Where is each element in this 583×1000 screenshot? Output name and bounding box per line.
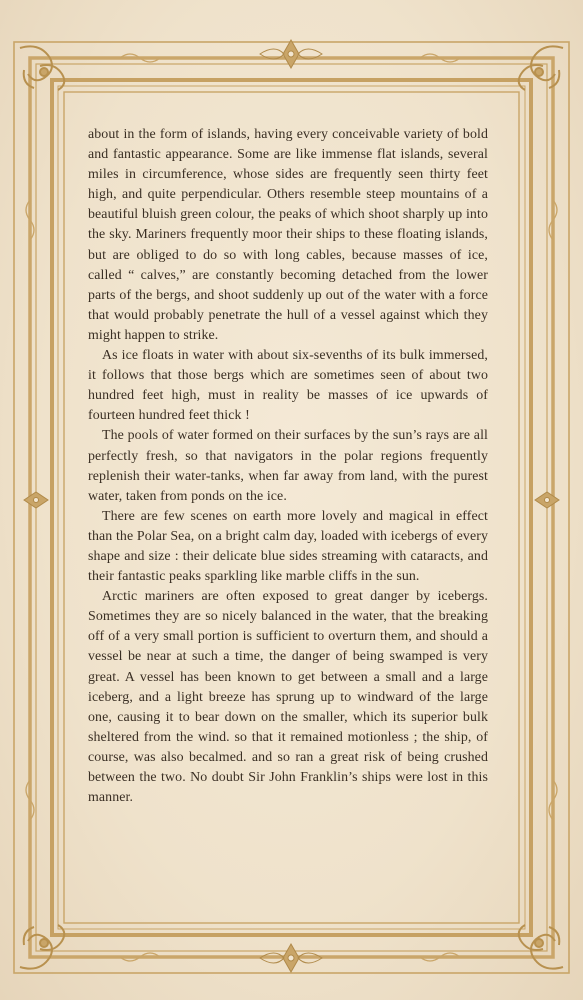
- paragraph: As ice floats in water with about six-sevenths of its bulk immersed, it follows that those bergs which are sometimes seen of about two hundred feet high, must in reality be masses of ice upwards of fourteen hundred feet thick !: [88, 348, 488, 424]
- corner-ornament-top-left: [20, 46, 64, 90]
- paragraph: The pools of water formed on their surfaces by the sun’s rays are all perfectly fresh, so that navigators in the polar regions frequently replenish their water-tanks, when far away from land, with the purest water, taken from ponds on the ice.: [88, 428, 488, 504]
- left-center-ornament: [24, 492, 48, 508]
- corner-ornament-bottom-right: [519, 925, 563, 969]
- paragraph: There are few scenes on earth more lovely and magical in effect than the Polar Sea, on a bright calm day, loaded with icebergs of every shape and size : their delicate blue sides streaming with cataracts, and their fantastic peaks sparkling like marble cliffs in the sun.: [88, 508, 488, 585]
- corner-ornament-bottom-left: [20, 925, 64, 969]
- paragraph: about in the form of islands, having every conceivable variety of bold and fantastic appearance. Some are like immense flat islands, several miles in circumference, whose sides are frequently seen thirty feet high, and quite perpendicular. Others resemble steep mountains of a beautiful bluish green colour, the peaks of which shoot sharply up into the sky. Mariners frequently moor their ships to these floating islands, but are obliged to do so with long cables, because masses of ice, called “ calves,” are constantly becoming detached from the lower parts of the bergs, and shoot suddenly up out of the water with a force that would probably penetrate the hull of a vessel against which they might happen to strike.: [88, 127, 488, 343]
- corner-ornament-top-right: [519, 46, 563, 90]
- right-center-ornament: [535, 492, 559, 508]
- paragraph: Arctic mariners are often exposed to great danger by icebergs. Sometimes they are so nicely balanced in the water, that the breaking off of a very small portion is sufficient to overturn them, and should a vessel be near at such a time, the danger of being swamped is very great. A vessel has been known to get between a small and a large iceberg, and a light breeze has sprung up to windward of the large one, causing it to bear down on the smaller, which its superior bulk sheltered from the wind. so that it remained motionless ; the ship, of course, was also becalmed. and so ran a great risk of being crushed between the two. No doubt Sir John Franklin’s ships were lost in this manner.: [88, 589, 488, 806]
- page-text: [88, 125, 488, 808]
